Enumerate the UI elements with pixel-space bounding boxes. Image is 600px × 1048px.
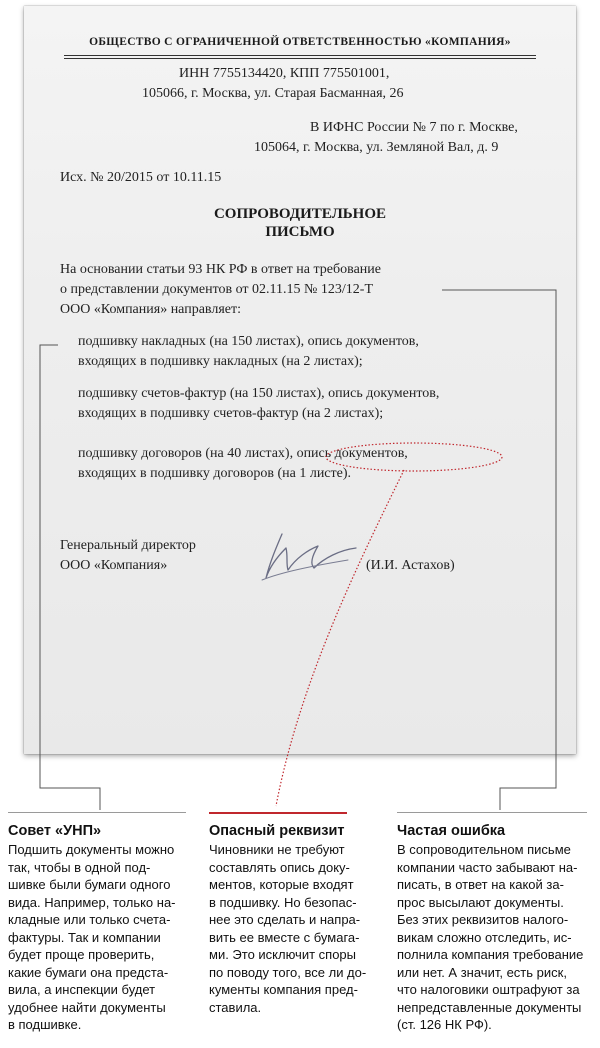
signature-image: [252, 526, 372, 596]
item1-line-2: входящих в подшивку накладных (на 2 листах);: [78, 354, 363, 369]
item3-line-2: входящих в подшивку договоров (на 1 листе).: [78, 466, 352, 481]
signatory-role: Генеральный директор: [60, 538, 196, 553]
note1-rule: [8, 812, 186, 813]
recipient-line-2: 105064, г. Москва, ул. Земляной Вал, д. 9: [254, 140, 499, 155]
signatory-name: (И.И. Астахов): [366, 558, 455, 573]
intro-line-3: ООО «Компания» направляет:: [60, 302, 241, 317]
mistake-note: [397, 822, 593, 1034]
letter-title-1: СОПРОВОДИТЕЛЬНОЕ: [213, 206, 387, 222]
intro-line-2: о представлении документов от 02.11.15 № 123/12-Т: [60, 282, 373, 297]
item2-line-1: подшивку счетов-фактур (на 150 листах), опись документов,: [78, 386, 440, 401]
sender-address: 105066, г. Москва, ул. Старая Басманная, 26: [142, 86, 404, 101]
tip-note-title: Совет «УНП»: [8, 823, 102, 839]
item1-line-1: подшивку накладных (на 150 листах), опись документов,: [78, 334, 419, 349]
danger-note-text: Чиновники не требуют составлять опись доку- ментов, которые входят в подшивку. Но безопас- нее это сделать и напра- вить ее вместе с бумага- ми. Это исключит споры по поводу того, все ли до- кументы компания пред- ставила.: [209, 842, 367, 1015]
recipient-line-1: В ИФНС России № 7 по г. Москве,: [310, 120, 518, 135]
note3-rule: [397, 812, 587, 813]
danger-note: [209, 822, 387, 1016]
danger-note-title: Опасный реквизит: [209, 823, 345, 839]
tip-note-text: Подшить документы можно так, чтобы в одной под- шивке были бумаги одного вида. Например, только на- кладные или только счета- фактуры. Так и компании будет проще проверить, какие бумаги она предста- вила, а инспекции будет удобнее найти документы в подшивке.: [8, 842, 176, 1032]
signatory-company: ООО «Компания»: [60, 558, 168, 573]
note2-rule: [209, 812, 347, 814]
company-header: ОБЩЕСТВО С ОГРАНИЧЕННОЙ ОТВЕТСТВЕННОСТЬЮ «КОМПАНИЯ»: [89, 36, 511, 48]
header-rule: [64, 55, 536, 56]
tip-note: [8, 822, 186, 1034]
mistake-note-text: В сопроводительном письме компании часто забывают на- писать, в ответ на какой за- прос высылают документы. Без этих реквизитов налого- викам сложно отследить, ис- полнила компания требование или нет. А значит, есть риск, что налоговики оштрафуют за непредставленные документы (ст. 126 НК РФ).: [397, 842, 584, 1032]
item2-line-2: входящих в подшивку счетов-фактур (на 2 листах);: [78, 406, 384, 421]
letter-sheet: [24, 6, 576, 754]
intro-line-1: На основании статьи 93 НК РФ в ответ на требование: [60, 262, 381, 277]
outgoing-number: Исх. № 20/2015 от 10.11.15: [60, 170, 222, 185]
letter-title-2: ПИСЬМО: [265, 224, 335, 240]
inn-line: ИНН 7755134420, КПП 775501001,: [179, 66, 390, 81]
item3-line-1: подшивку договоров (на 40 листах), опись документов,: [78, 446, 408, 461]
header-rule-2: [64, 58, 536, 59]
mistake-note-title: Частая ошибка: [397, 823, 506, 839]
